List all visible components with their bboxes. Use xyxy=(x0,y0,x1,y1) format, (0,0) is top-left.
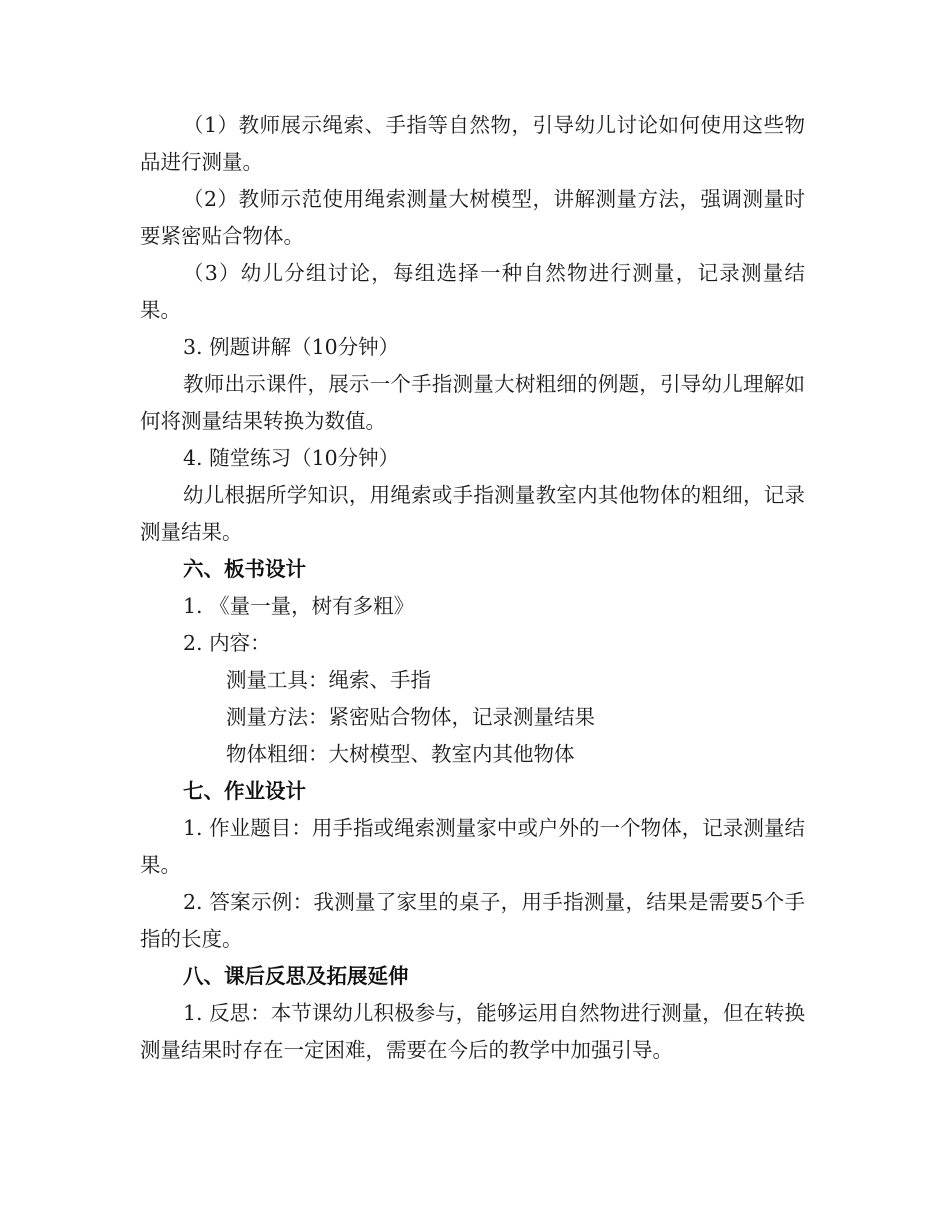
heading-homework-design: 七、作业设计 xyxy=(183,779,306,803)
section-3-body: 教师出示课件，展示一个手指测量大树粗细的例题，引导幼儿理解如何将测量结果转换为数值。 xyxy=(140,372,805,433)
document-body xyxy=(140,107,805,1069)
section-4-body: 幼儿根据所学知识，用绳索或手指测量教室内其他物体的粗细，记录测量结果。 xyxy=(140,483,805,544)
homework-item-2: 2. 答案示例：我测量了家里的桌子，用手指测量，结果是需要5个手指的长度。 xyxy=(140,890,805,951)
blackboard-sub-objects: 物体粗细：大树模型、教室内其他物体 xyxy=(226,742,575,766)
section-4-title: 4. 随堂练习（10分钟） xyxy=(183,446,400,470)
paragraph-step-2: （2）教师示范使用绳索测量大树模型，讲解测量方法，强调测量时要紧密贴合物体。 xyxy=(140,187,805,248)
blackboard-sub-method: 测量方法：紧密贴合物体，记录测量结果 xyxy=(226,705,595,729)
blackboard-item-2: 2. 内容： xyxy=(183,631,271,655)
section-3-title: 3. 例题讲解（10分钟） xyxy=(183,335,400,359)
reflection-item-1: 1. 反思：本节课幼儿积极参与，能够运用自然物进行测量，但在转换测量结果时存在一定困难，需要在今后的教学中加强引导。 xyxy=(140,1001,805,1062)
blackboard-item-1: 1. 《量一量，树有多粗》 xyxy=(183,594,415,618)
heading-blackboard-design: 六、板书设计 xyxy=(183,557,306,581)
homework-item-1: 1. 作业题目：用手指或绳索测量家中或户外的一个物体，记录测量结果。 xyxy=(140,816,805,877)
paragraph-step-1: （1）教师展示绳索、手指等自然物，引导幼儿讨论如何使用这些物品进行测量。 xyxy=(140,113,805,174)
heading-reflection: 八、课后反思及拓展延伸 xyxy=(183,964,409,988)
paragraph-step-3: （3）幼儿分组讨论，每组选择一种自然物进行测量，记录测量结果。 xyxy=(140,261,805,322)
blackboard-sub-tools: 测量工具：绳索、手指 xyxy=(226,668,431,692)
